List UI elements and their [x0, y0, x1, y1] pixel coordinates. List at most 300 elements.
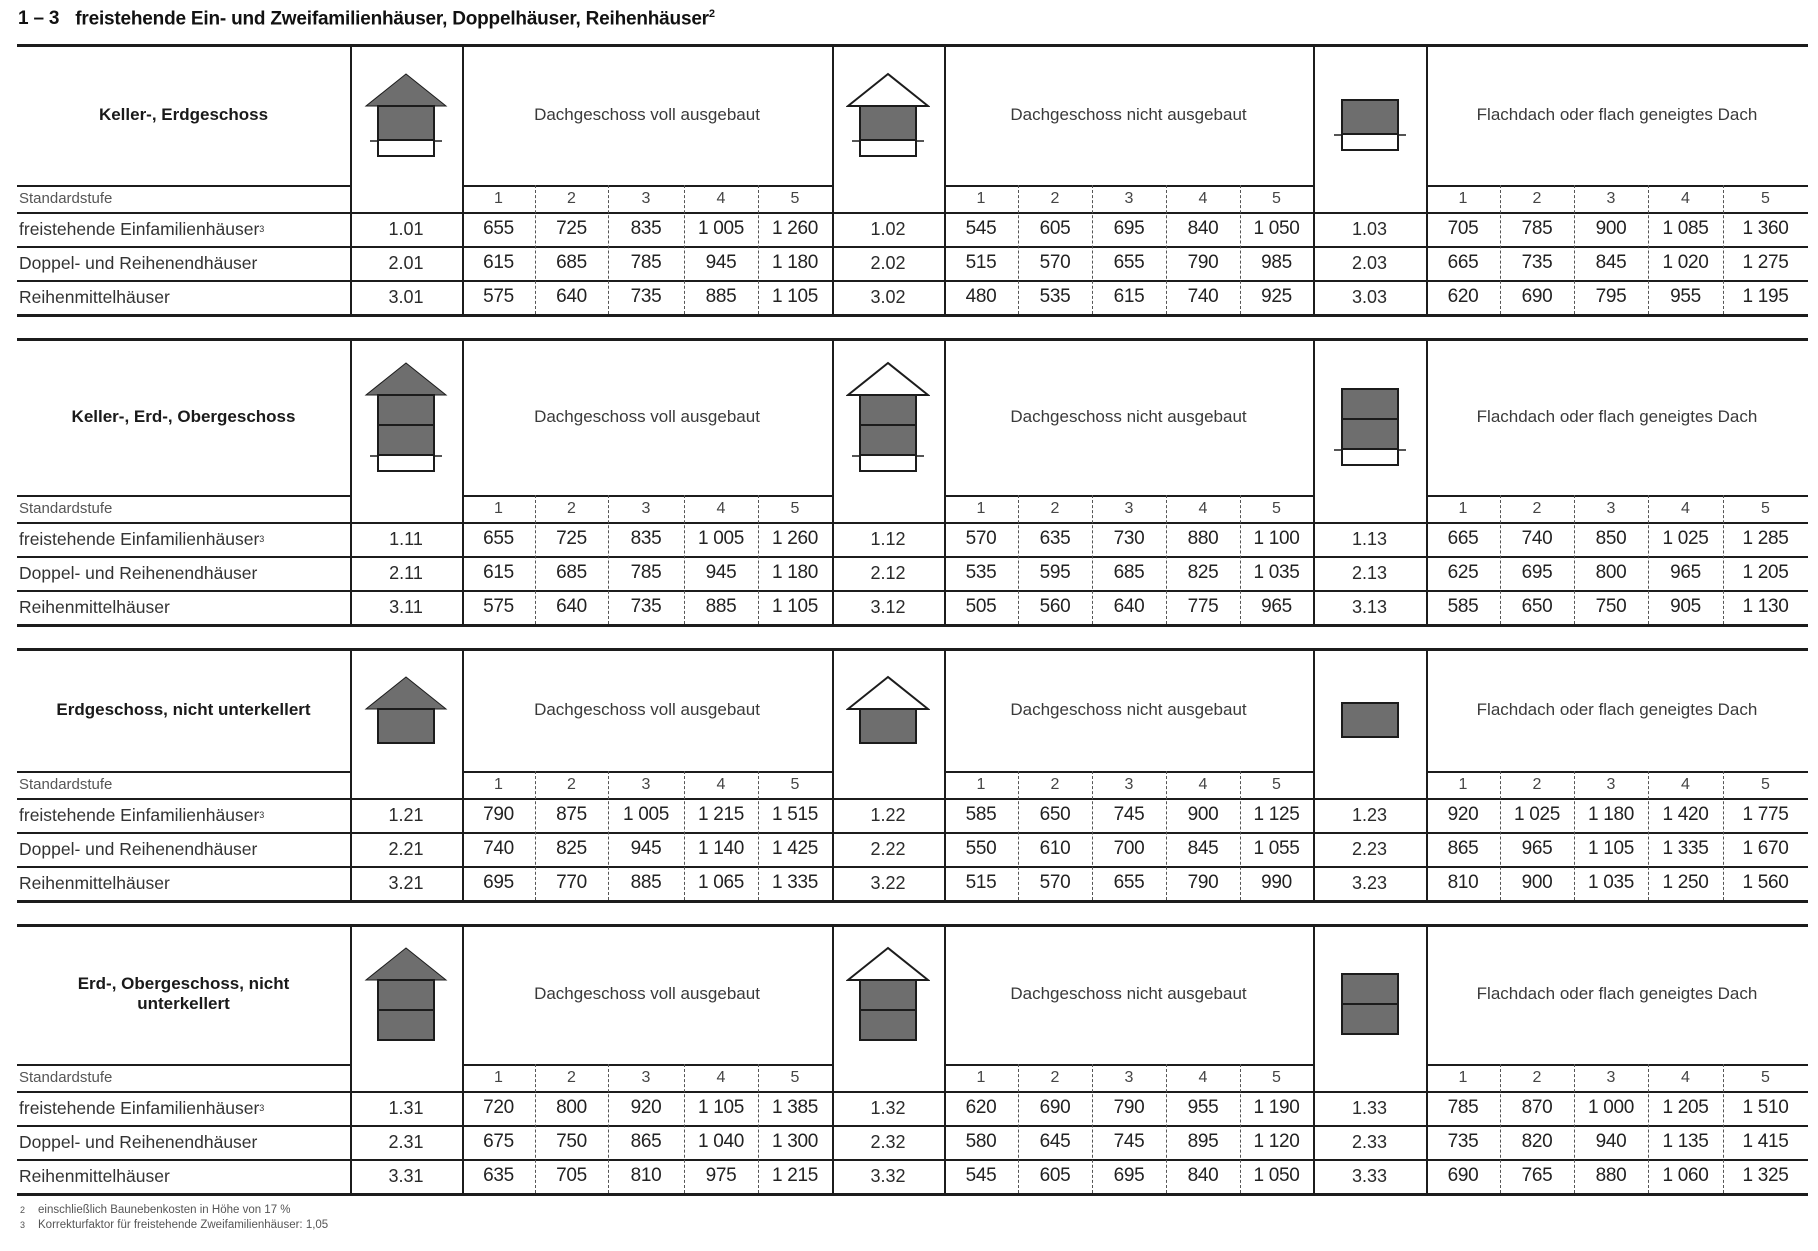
stage-header: 2 [1050, 1068, 1060, 1086]
stage-header: 3 [641, 189, 651, 207]
cost-value: 785 [630, 252, 662, 273]
cost-value: 990 [1261, 872, 1292, 893]
stage-header: 3 [1606, 189, 1616, 207]
cost-value: 965 [1521, 838, 1553, 859]
cost-value: 1 130 [1742, 596, 1789, 617]
stage-header: 5 [1272, 775, 1281, 793]
header-dachgeschoss-voll: Dachgeschoss voll ausgebaut [534, 406, 760, 426]
cost-value: 560 [1039, 596, 1071, 617]
type-code: 3.22 [870, 872, 906, 893]
type-code: 2.33 [1351, 1131, 1388, 1152]
type-code: 3.13 [1351, 596, 1388, 617]
cost-value: 695 [1113, 218, 1145, 239]
stage-header: 1 [494, 775, 503, 793]
type-code: 1.01 [388, 218, 424, 239]
section-title: Erd-, Obergeschoss, nicht unterkellert [77, 974, 290, 1013]
cost-value: 700 [1113, 838, 1145, 859]
stage-header: 2 [567, 1068, 576, 1086]
cost-value: 745 [1113, 804, 1145, 825]
cost-value: 665 [1447, 528, 1479, 549]
header-flachdach: Flachdach oder flach geneigtes Dach [1476, 984, 1758, 1003]
cost-value: 865 [1447, 838, 1479, 859]
cost-value: 685 [556, 252, 587, 273]
stage-header: 1 [1458, 775, 1468, 793]
cost-value: 570 [965, 528, 997, 549]
stage-header: 4 [716, 499, 726, 517]
cost-value: 655 [1113, 872, 1145, 893]
cost-value: 665 [1447, 252, 1479, 273]
cost-value: 750 [1595, 596, 1627, 617]
house-flat-roof-icon [1313, 924, 1426, 1064]
type-code: 2.01 [388, 252, 424, 273]
cost-value: 635 [1039, 528, 1071, 549]
cost-value: 945 [705, 562, 737, 583]
stage-header: 4 [1198, 775, 1208, 793]
cost-value: 620 [1447, 286, 1479, 307]
cost-value: 790 [483, 804, 514, 825]
stage-header: 4 [716, 1068, 726, 1086]
stage-header: 3 [641, 775, 651, 793]
stage-header: 5 [790, 775, 800, 793]
cost-value: 800 [1595, 562, 1627, 583]
cost-value: 1 190 [1253, 1097, 1300, 1118]
cost-value: 1 205 [1742, 562, 1789, 583]
cost-value: 880 [1595, 1165, 1627, 1186]
type-code: 3.03 [1351, 286, 1388, 307]
header-flachdach: Flachdach oder flach geneigtes Dach [1476, 104, 1758, 124]
cost-value: 695 [1113, 1165, 1145, 1186]
cost-value: 885 [705, 596, 737, 617]
cost-value: 535 [965, 562, 997, 583]
cost-value: 545 [965, 218, 997, 239]
stage-header: 4 [716, 775, 726, 793]
cost-value: 625 [1447, 562, 1479, 583]
cost-value: 1 335 [1662, 838, 1709, 859]
cost-value: 730 [1113, 528, 1145, 549]
cost-value: 740 [1187, 286, 1219, 307]
stage-header: 2 [1532, 1068, 1542, 1086]
cost-value: 610 [1039, 838, 1071, 859]
cost-value: 955 [1187, 1097, 1219, 1118]
row-label-rmh: Reihenmittelhäuser [19, 596, 170, 617]
cost-value: 905 [1670, 596, 1701, 617]
row-label-dh: Doppel- und Reihenendhäuser [19, 562, 258, 583]
stage-header: 2 [567, 775, 576, 793]
cost-value: 745 [1113, 1131, 1145, 1152]
cost-value: 750 [556, 1131, 587, 1152]
stage-header: 3 [1124, 775, 1134, 793]
house-flat-roof-icon [1313, 338, 1426, 495]
stage-header: 2 [1050, 775, 1060, 793]
cost-value: 685 [1113, 562, 1145, 583]
type-code: 1.02 [870, 218, 906, 239]
row-label-efh: freistehende Einfamilienhäuser 3 [19, 804, 265, 825]
cost-value: 770 [556, 872, 587, 893]
cost-value: 1 215 [771, 1165, 819, 1186]
cost-value: 570 [1039, 252, 1071, 273]
cost-value: 955 [1670, 286, 1701, 307]
stage-header: 3 [641, 1068, 651, 1086]
type-code: 1.32 [870, 1097, 906, 1118]
cost-value: 1 040 [697, 1131, 745, 1152]
type-code: 3.33 [1351, 1165, 1388, 1186]
stage-header: 2 [567, 189, 576, 207]
header-dachgeschoss-nicht: Dachgeschoss nicht ausgebaut [1010, 699, 1247, 719]
cost-value: 800 [556, 1097, 587, 1118]
cost-value: 1 060 [1662, 1165, 1709, 1186]
cost-value: 920 [1447, 804, 1479, 825]
stage-header: 2 [1050, 189, 1060, 207]
cost-value: 900 [1187, 804, 1219, 825]
row-label-efh: freistehende Einfamilienhäuser 3 [19, 528, 265, 549]
type-code: 1.11 [389, 528, 423, 549]
type-code: 2.12 [870, 562, 906, 583]
row-label-dh: Doppel- und Reihenendhäuser [19, 1131, 258, 1152]
row-label-dh: Doppel- und Reihenendhäuser [19, 252, 258, 273]
cost-value: 615 [483, 252, 514, 273]
title-footnote-ref: 2 [708, 8, 715, 20]
cost-value: 1 180 [771, 562, 819, 583]
cost-value: 1 515 [771, 804, 819, 825]
cost-value: 645 [1039, 1131, 1071, 1152]
footnote-ref: 3 [259, 534, 265, 544]
cost-value: 1 180 [1587, 804, 1635, 825]
cost-value: 945 [630, 838, 662, 859]
cost-value: 1 360 [1742, 218, 1789, 239]
header-dachgeschoss-nicht: Dachgeschoss nicht ausgebaut [1010, 406, 1247, 426]
cost-value: 1 085 [1662, 218, 1709, 239]
cost-value: 865 [630, 1131, 662, 1152]
cost-value: 1 510 [1742, 1097, 1789, 1118]
type-code: 3.23 [1351, 872, 1388, 893]
cost-value: 1 195 [1742, 286, 1789, 307]
cost-value: 605 [1039, 1165, 1071, 1186]
cost-value: 1 120 [1253, 1131, 1300, 1152]
cost-value: 650 [1039, 804, 1071, 825]
cost-value: 870 [1521, 1097, 1553, 1118]
stage-header: 1 [1458, 189, 1468, 207]
type-code: 3.21 [388, 872, 424, 893]
cost-value: 940 [1595, 1131, 1627, 1152]
type-code: 1.22 [870, 804, 906, 825]
stage-header: 3 [1606, 1068, 1616, 1086]
stage-header: 4 [1681, 499, 1690, 517]
stage-header: 2 [1532, 499, 1542, 517]
cost-value: 1 260 [771, 218, 819, 239]
row-label-dh: Doppel- und Reihenendhäuser [19, 838, 258, 859]
cost-value: 835 [630, 528, 662, 549]
type-code: 1.31 [388, 1097, 424, 1118]
cost-value: 655 [483, 218, 514, 239]
cost-value: 690 [1039, 1097, 1071, 1118]
cost-value: 845 [1187, 838, 1219, 859]
house-full-roof-icon [350, 44, 462, 185]
cost-value: 550 [965, 838, 997, 859]
house-open-roof-icon [832, 648, 944, 771]
cost-value: 1 100 [1253, 528, 1300, 549]
stage-header: 5 [1761, 1068, 1770, 1086]
stage-header: 5 [1272, 1068, 1281, 1086]
cost-table-block [17, 924, 1808, 1193]
header-dachgeschoss-voll: Dachgeschoss voll ausgebaut [534, 104, 760, 124]
cost-value: 735 [630, 286, 662, 307]
cost-value: 1 050 [1253, 1165, 1300, 1186]
stage-header: 4 [1681, 1068, 1690, 1086]
stage-header: 3 [1124, 189, 1134, 207]
stage-header: 5 [790, 1068, 800, 1086]
cost-value: 1 105 [771, 286, 819, 307]
house-open-roof-icon [832, 338, 944, 495]
cost-value: 1 105 [1587, 838, 1635, 859]
type-code: 3.11 [389, 596, 423, 617]
house-full-roof-icon [350, 924, 462, 1064]
stage-header: 3 [1606, 499, 1616, 517]
cost-value: 570 [1039, 872, 1071, 893]
cost-value: 1 005 [622, 804, 670, 825]
cost-value: 790 [1113, 1097, 1145, 1118]
stage-header: 1 [494, 499, 503, 517]
stage-header: 3 [1124, 1068, 1134, 1086]
type-code: 3.31 [388, 1165, 424, 1186]
cost-value: 1 025 [1662, 528, 1709, 549]
cost-value: 975 [705, 1165, 737, 1186]
cost-value: 585 [1447, 596, 1479, 617]
cost-value: 1 775 [1742, 804, 1789, 825]
cost-value: 1 105 [771, 596, 819, 617]
type-code: 2.31 [388, 1131, 424, 1152]
type-code: 2.32 [870, 1131, 906, 1152]
standardstufe-label: Standardstufe [19, 190, 113, 207]
cost-value: 515 [965, 872, 997, 893]
cost-value: 785 [1447, 1097, 1479, 1118]
cost-value: 1 325 [1742, 1165, 1789, 1186]
cost-value: 1 415 [1742, 1131, 1789, 1152]
cost-value: 725 [556, 218, 587, 239]
cost-value: 920 [630, 1097, 662, 1118]
cost-value: 705 [556, 1165, 587, 1186]
page-title [18, 8, 715, 30]
cost-value: 885 [630, 872, 662, 893]
stage-header: 1 [976, 775, 986, 793]
standardstufe-label: Standardstufe [19, 500, 113, 517]
header-flachdach: Flachdach oder flach geneigtes Dach [1476, 406, 1758, 426]
cost-value: 840 [1187, 1165, 1219, 1186]
cost-value: 735 [630, 596, 662, 617]
cost-value: 655 [1113, 252, 1145, 273]
stage-header: 2 [1050, 499, 1060, 517]
cost-value: 545 [965, 1165, 997, 1186]
cost-value: 720 [483, 1097, 514, 1118]
stage-header: 1 [976, 189, 986, 207]
row-label-rmh: Reihenmittelhäuser [19, 286, 170, 307]
cost-value: 1 050 [1253, 218, 1300, 239]
house-full-roof-icon [350, 648, 462, 771]
cost-value: 1 215 [697, 804, 745, 825]
cost-value: 1 005 [697, 218, 745, 239]
cost-value: 795 [1595, 286, 1627, 307]
table-number: 1 – 3 [18, 8, 60, 30]
cost-value: 1 670 [1742, 838, 1789, 859]
cost-value: 785 [1521, 218, 1553, 239]
stage-header: 5 [1272, 189, 1281, 207]
cost-value: 1 065 [697, 872, 745, 893]
cost-value: 735 [1447, 1131, 1479, 1152]
cost-value: 880 [1187, 528, 1219, 549]
cost-value: 1 260 [771, 528, 819, 549]
cost-value: 985 [1261, 252, 1292, 273]
cost-value: 690 [1447, 1165, 1479, 1186]
cost-value: 575 [483, 596, 514, 617]
type-code: 1.12 [870, 528, 906, 549]
cost-value: 835 [630, 218, 662, 239]
stage-header: 1 [494, 1068, 503, 1086]
type-code: 2.21 [388, 838, 424, 859]
cost-value: 1 035 [1587, 872, 1635, 893]
cost-value: 1 140 [697, 838, 745, 859]
type-code: 2.13 [1351, 562, 1388, 583]
cost-value: 810 [630, 1165, 662, 1186]
cost-value: 1 125 [1253, 804, 1300, 825]
type-code: 2.02 [870, 252, 906, 273]
stage-header: 5 [790, 499, 800, 517]
cost-value: 775 [1187, 596, 1219, 617]
cost-value: 790 [1187, 252, 1219, 273]
cost-value: 1 335 [771, 872, 819, 893]
cost-value: 1 560 [1742, 872, 1789, 893]
cost-value: 605 [1039, 218, 1071, 239]
cost-value: 1 035 [1253, 562, 1300, 583]
type-code: 2.22 [870, 838, 906, 859]
cost-value: 635 [483, 1165, 514, 1186]
cost-value: 595 [1039, 562, 1071, 583]
type-code: 2.03 [1351, 252, 1388, 273]
type-code: 1.33 [1351, 1097, 1388, 1118]
stage-header: 1 [976, 1068, 986, 1086]
cost-value: 765 [1521, 1165, 1553, 1186]
cost-value: 740 [483, 838, 514, 859]
type-code: 1.23 [1351, 804, 1388, 825]
cost-value: 1 300 [771, 1131, 819, 1152]
cost-table-block [17, 44, 1808, 314]
section-title: Erdgeschoss, nicht unterkellert [56, 699, 311, 719]
cost-value: 965 [1261, 596, 1292, 617]
cost-value: 585 [965, 804, 997, 825]
cost-value: 1 020 [1662, 252, 1709, 273]
cost-value: 1 420 [1662, 804, 1709, 825]
cost-value: 695 [1521, 562, 1553, 583]
cost-value: 1 025 [1513, 804, 1561, 825]
cost-value: 925 [1261, 286, 1292, 307]
cost-value: 615 [1113, 286, 1145, 307]
stage-header: 4 [1681, 189, 1690, 207]
cost-value: 810 [1447, 872, 1479, 893]
cost-value: 725 [556, 528, 587, 549]
house-open-roof-icon [832, 924, 944, 1064]
cost-value: 640 [556, 596, 587, 617]
cost-value: 895 [1187, 1131, 1219, 1152]
cost-value: 900 [1595, 218, 1627, 239]
cost-value: 575 [483, 286, 514, 307]
header-flachdach: Flachdach oder flach geneigtes Dach [1476, 699, 1758, 719]
cost-value: 1 285 [1742, 528, 1789, 549]
cost-value: 620 [965, 1097, 997, 1118]
cost-value: 945 [705, 252, 737, 273]
stage-header: 5 [1272, 499, 1281, 517]
cost-value: 580 [965, 1131, 997, 1152]
cost-value: 1 105 [697, 1097, 745, 1118]
stage-header: 1 [976, 499, 986, 517]
footnote-3: 3 Korrekturfaktor für freistehende Zweifamilienhäuser: 1,05 [20, 1219, 329, 1231]
stage-header: 5 [790, 189, 800, 207]
stage-header: 3 [641, 499, 651, 517]
type-code: 2.23 [1351, 838, 1388, 859]
stage-header: 5 [1761, 499, 1770, 517]
type-code: 1.21 [388, 804, 424, 825]
cost-value: 615 [483, 562, 514, 583]
stage-header: 4 [716, 189, 726, 207]
type-code: 1.03 [1351, 218, 1388, 239]
row-label-efh: freistehende Einfamilienhäuser 3 [19, 218, 265, 239]
stage-header: 2 [1532, 189, 1542, 207]
cost-value: 685 [556, 562, 587, 583]
stage-header: 1 [494, 189, 503, 207]
cost-value: 735 [1521, 252, 1553, 273]
stage-header: 4 [1681, 775, 1690, 793]
cost-value: 480 [965, 286, 997, 307]
footnote-2: 2 einschließlich Baunebenkosten in Höhe von 17 % [20, 1204, 291, 1216]
cost-value: 1 205 [1662, 1097, 1709, 1118]
cost-value: 740 [1521, 528, 1553, 549]
cost-value: 675 [483, 1131, 514, 1152]
cost-value: 840 [1187, 218, 1219, 239]
type-code: 3.01 [388, 286, 424, 307]
footnote-ref: 3 [259, 810, 265, 820]
cost-table-block [17, 648, 1808, 900]
section-title: Keller-, Erd-, Obergeschoss [71, 406, 296, 426]
house-open-roof-icon [832, 44, 944, 185]
cost-value: 1 000 [1587, 1097, 1635, 1118]
cost-value: 695 [483, 872, 514, 893]
row-label-rmh: Reihenmittelhäuser [19, 872, 170, 893]
cost-value: 1 135 [1662, 1131, 1709, 1152]
stage-header: 1 [1458, 1068, 1468, 1086]
cost-value: 825 [1187, 562, 1219, 583]
footnotes [20, 1203, 328, 1233]
cost-value: 875 [556, 804, 587, 825]
cost-value: 825 [556, 838, 587, 859]
cost-value: 1 250 [1662, 872, 1709, 893]
type-code: 3.02 [870, 286, 906, 307]
type-code: 2.11 [389, 562, 423, 583]
cost-value: 690 [1521, 286, 1553, 307]
stage-header: 2 [567, 499, 576, 517]
cost-value: 1 005 [697, 528, 745, 549]
cost-value: 640 [1113, 596, 1145, 617]
stage-header: 1 [1458, 499, 1468, 517]
cost-value: 1 385 [771, 1097, 819, 1118]
stage-header: 2 [1532, 775, 1542, 793]
type-code: 1.13 [1351, 528, 1388, 549]
cost-value: 1 275 [1742, 252, 1789, 273]
header-dachgeschoss-nicht: Dachgeschoss nicht ausgebaut [1010, 104, 1247, 124]
type-code: 3.12 [870, 596, 906, 617]
header-dachgeschoss-nicht: Dachgeschoss nicht ausgebaut [1010, 984, 1247, 1003]
cost-value: 850 [1595, 528, 1627, 549]
cost-value: 655 [483, 528, 514, 549]
standardstufe-label: Standardstufe [19, 776, 113, 793]
stage-header: 4 [1198, 499, 1208, 517]
cost-value: 535 [1039, 286, 1071, 307]
